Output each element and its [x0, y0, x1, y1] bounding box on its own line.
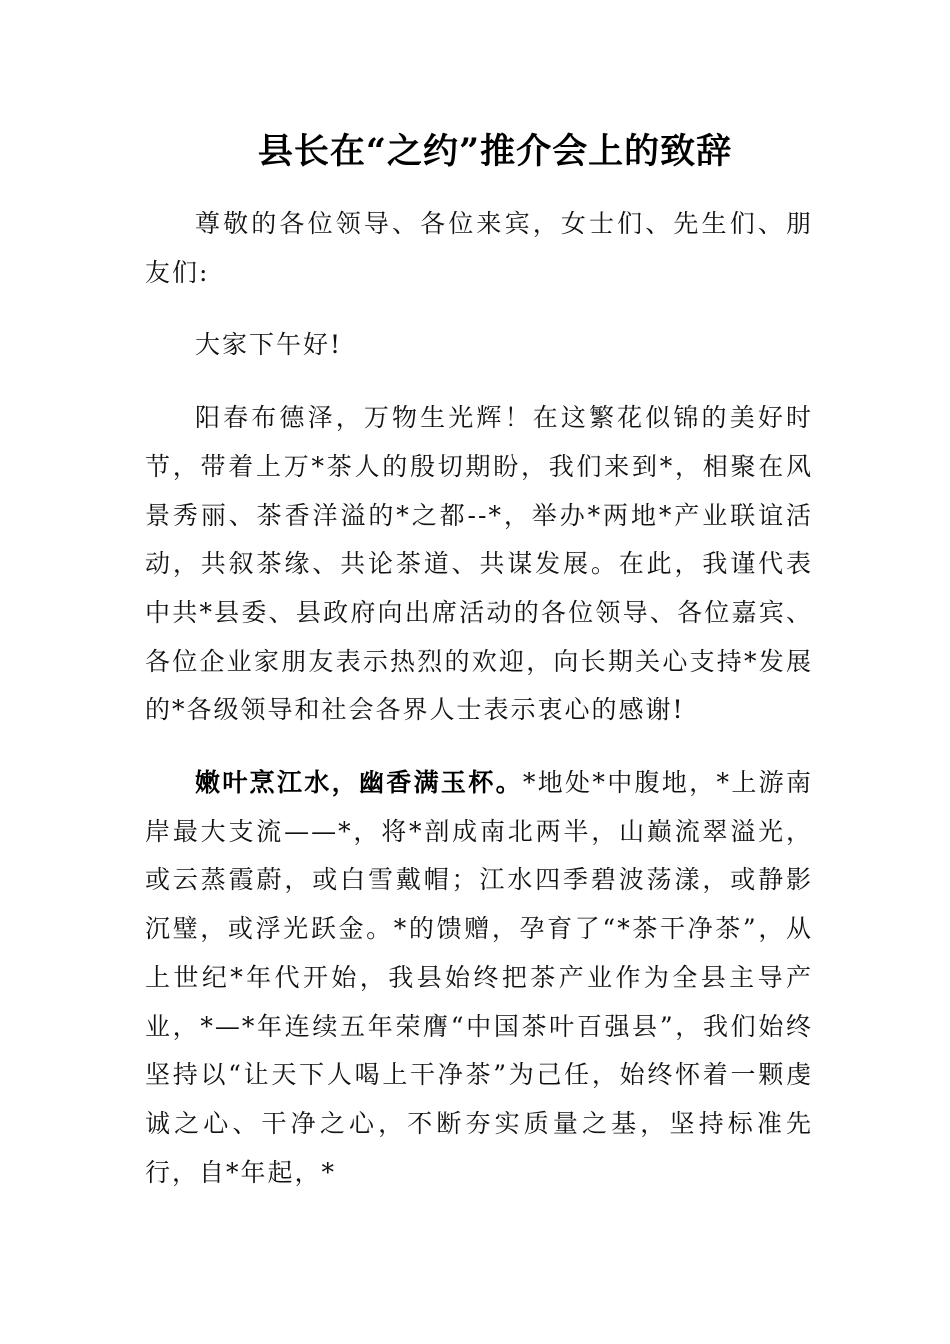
paragraph-text: 大家下午好! [195, 330, 343, 360]
document-body [145, 200, 813, 1221]
paragraph-salutation [145, 200, 813, 297]
paragraph-introduction [145, 759, 813, 1197]
document-title: 县长在“之约”推介会上的致辞 [257, 131, 733, 172]
paragraph-text: 阳春布德泽，万物生光辉！在这繁花似锦的美好时节，带着上万*茶人的殷切期盼，我们来到*，相聚在风景秀丽、茶香洋溢的*之都--*，举办*两地*产业联谊活动，共叙茶缘、共论茶道、共谋发展。在此，我谨代表中共*县委、县政府向出席活动的各位领导、各位嘉宾、各位企业家朋友表示热烈的欢迎，向长期关心支持*发展的*各级领导和社会各界人士表示衷心的感谢! [145, 403, 813, 725]
paragraph-lead: 嫩叶烹江水，幽香满玉杯。 [195, 768, 523, 798]
paragraph-text: *地处*中腹地，*上游南岸最大支流——*，将*剖成南北两半，山巅流翠溢光，或云蒸霞蔚，或白雪戴帽；江水四季碧波荡漾，或静影沉璧，或浮光跃金。*的馈赠，孕育了“*茶干净茶”，从上世纪*年代开始，我县始终把茶产业作为全县主导产业，*—*年连续五年荣膺“中国茶叶百强县”，我们始终坚持以“让天下人喝上干净茶”为己任，始终怀着一颗虔诚之心、干净之心，不断夯实质量之基，坚持标准先行，自*年起，* [145, 768, 813, 1187]
paragraph-greeting [145, 321, 813, 370]
paragraph-text: 尊敬的各位领导、各位来宾，女士们、先生们、朋友们: [145, 209, 813, 287]
paragraph-welcome [145, 394, 813, 735]
